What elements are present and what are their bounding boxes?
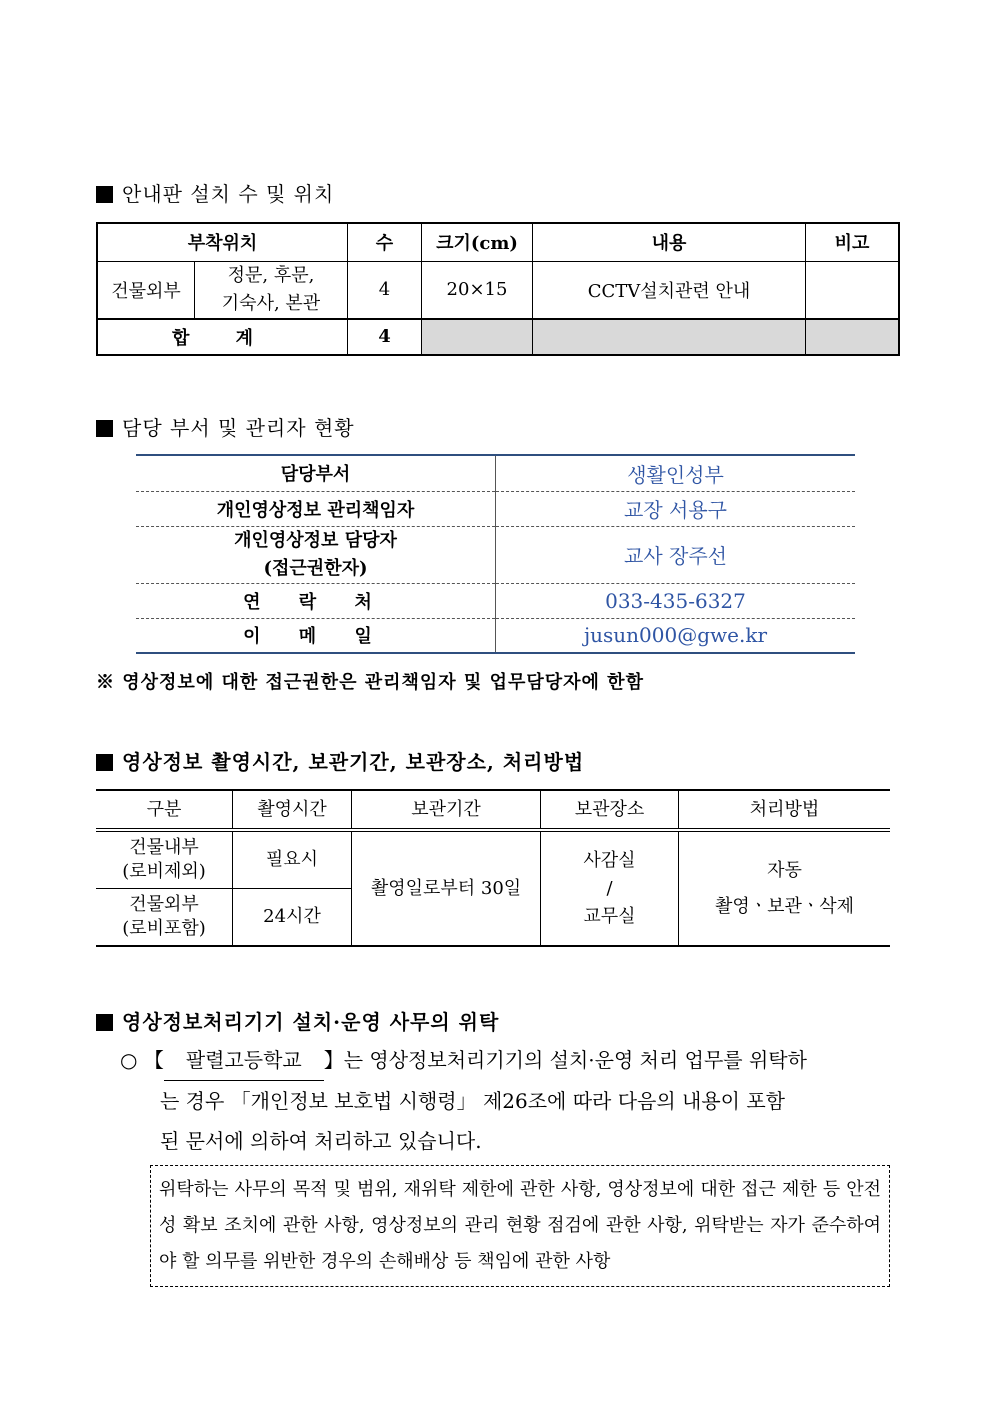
square-bullet-icon: [96, 754, 113, 771]
count-cell: 4: [348, 261, 422, 319]
table-row: [136, 618, 855, 653]
manager-table: [136, 454, 855, 654]
access-note: ※ 영상정보에 대한 접근권한은 관리책임자 및 업무담당자에 한함: [96, 672, 644, 693]
places-cell: 정문, 후문, 기숙사, 본관: [195, 261, 348, 319]
area-cell: 건물외부: [97, 261, 195, 319]
table-row: [97, 261, 899, 319]
size-cell: 20×15: [422, 261, 533, 319]
header-method: 처리방법: [679, 790, 891, 830]
header-count: 수: [348, 223, 422, 261]
empty-cell: [806, 319, 900, 355]
header-place: 보관장소: [541, 790, 679, 830]
email-value: jusun000@gwe.kr: [496, 618, 856, 653]
note-cell: [806, 261, 900, 319]
section2-heading: 담당 부서 및 관리자 현황: [96, 412, 355, 441]
square-bullet-icon: [96, 1014, 113, 1031]
empty-cell: [533, 319, 806, 355]
paragraph-text: 된 문서에 의하여 처리하고 있습니다.: [160, 1129, 482, 1153]
handler-label: 개인영상정보 담당자 (접근권한자): [136, 526, 496, 583]
table-row: [136, 491, 855, 526]
bullet-circle-icon: ○: [120, 1048, 138, 1072]
table-row: [96, 790, 890, 830]
bracket-close: 】: [323, 1048, 344, 1072]
paragraph-text: 는 경우 「개인정보 보호법 시행령」 제26조에 따라 다음의 내용이 포함: [160, 1089, 785, 1113]
method-cell: 자동 촬영ㆍ보관ㆍ삭제: [679, 830, 891, 946]
empty-cell: [422, 319, 533, 355]
table-row: [96, 830, 890, 888]
total-count: 4: [348, 319, 422, 355]
delegation-paragraph: [120, 1040, 898, 1161]
category-cell: 건물내부 (로비제외): [96, 830, 233, 888]
table-row: [136, 583, 855, 618]
header-period: 보관기간: [352, 790, 541, 830]
chief-label: 개인영상정보 관리책임자: [136, 491, 496, 526]
total-row: [97, 319, 899, 355]
bracket-open: 【: [143, 1048, 164, 1072]
square-bullet-icon: [96, 420, 113, 437]
square-bullet-icon: [96, 186, 113, 203]
table-row: [136, 526, 855, 583]
time-cell: 24시간: [233, 888, 352, 946]
total-label: 합 계: [97, 319, 348, 355]
section1-heading: 안내판 설치 수 및 위치: [96, 178, 334, 207]
chief-value: 교장 서용구: [496, 491, 856, 526]
retention-table: [96, 789, 890, 947]
handler-value: 교사 장주선: [496, 526, 856, 583]
header-category: 구분: [96, 790, 233, 830]
signboard-table: [96, 222, 900, 356]
dept-value: 생활인성부: [627, 462, 724, 487]
contact-value: 033-435-6327: [496, 583, 856, 618]
period-cell: 촬영일로부터 30일: [352, 830, 541, 946]
time-cell: 필요시: [233, 830, 352, 888]
header-content: 내용: [533, 223, 806, 261]
header-note: 비고: [806, 223, 900, 261]
header-time: 촬영시간: [233, 790, 352, 830]
contact-label: 연 락 처: [136, 583, 496, 618]
paragraph-text: 는 영상정보처리기기의 설치·운영 처리 업무를 위탁하: [343, 1048, 807, 1072]
table-row: [136, 455, 855, 491]
content-cell: CCTV설치관련 안내: [533, 261, 806, 319]
category-cell: 건물외부 (로비포함): [96, 888, 233, 946]
header-size: 크기(cm): [422, 223, 533, 261]
place-cell: 사감실 / 교무실: [541, 830, 679, 946]
dept-label: 담당부서: [136, 455, 496, 491]
email-label: 이 메 일: [136, 618, 496, 653]
school-name: 팔렬고등학교: [164, 1040, 324, 1081]
section3-heading: 영상정보 촬영시간, 보관기간, 보관장소, 처리방법: [96, 746, 584, 775]
section4-heading: 영상정보처리기기 설치·운영 사무의 위탁: [96, 1006, 499, 1035]
contract-items-box: 위탁하는 사무의 목적 및 범위, 재위탁 제한에 관한 사항, 영상정보에 대한 접근 제한 등 안전성 확보 조치에 관한 사항, 영상정보의 관리 현황 점검에 관한 사항, 위탁받는 자가 준수하여야 할 의무를 위반한 경우의 손해배상 등 책임에 관한 사항: [150, 1165, 890, 1287]
header-location: 부착위치: [97, 223, 348, 261]
